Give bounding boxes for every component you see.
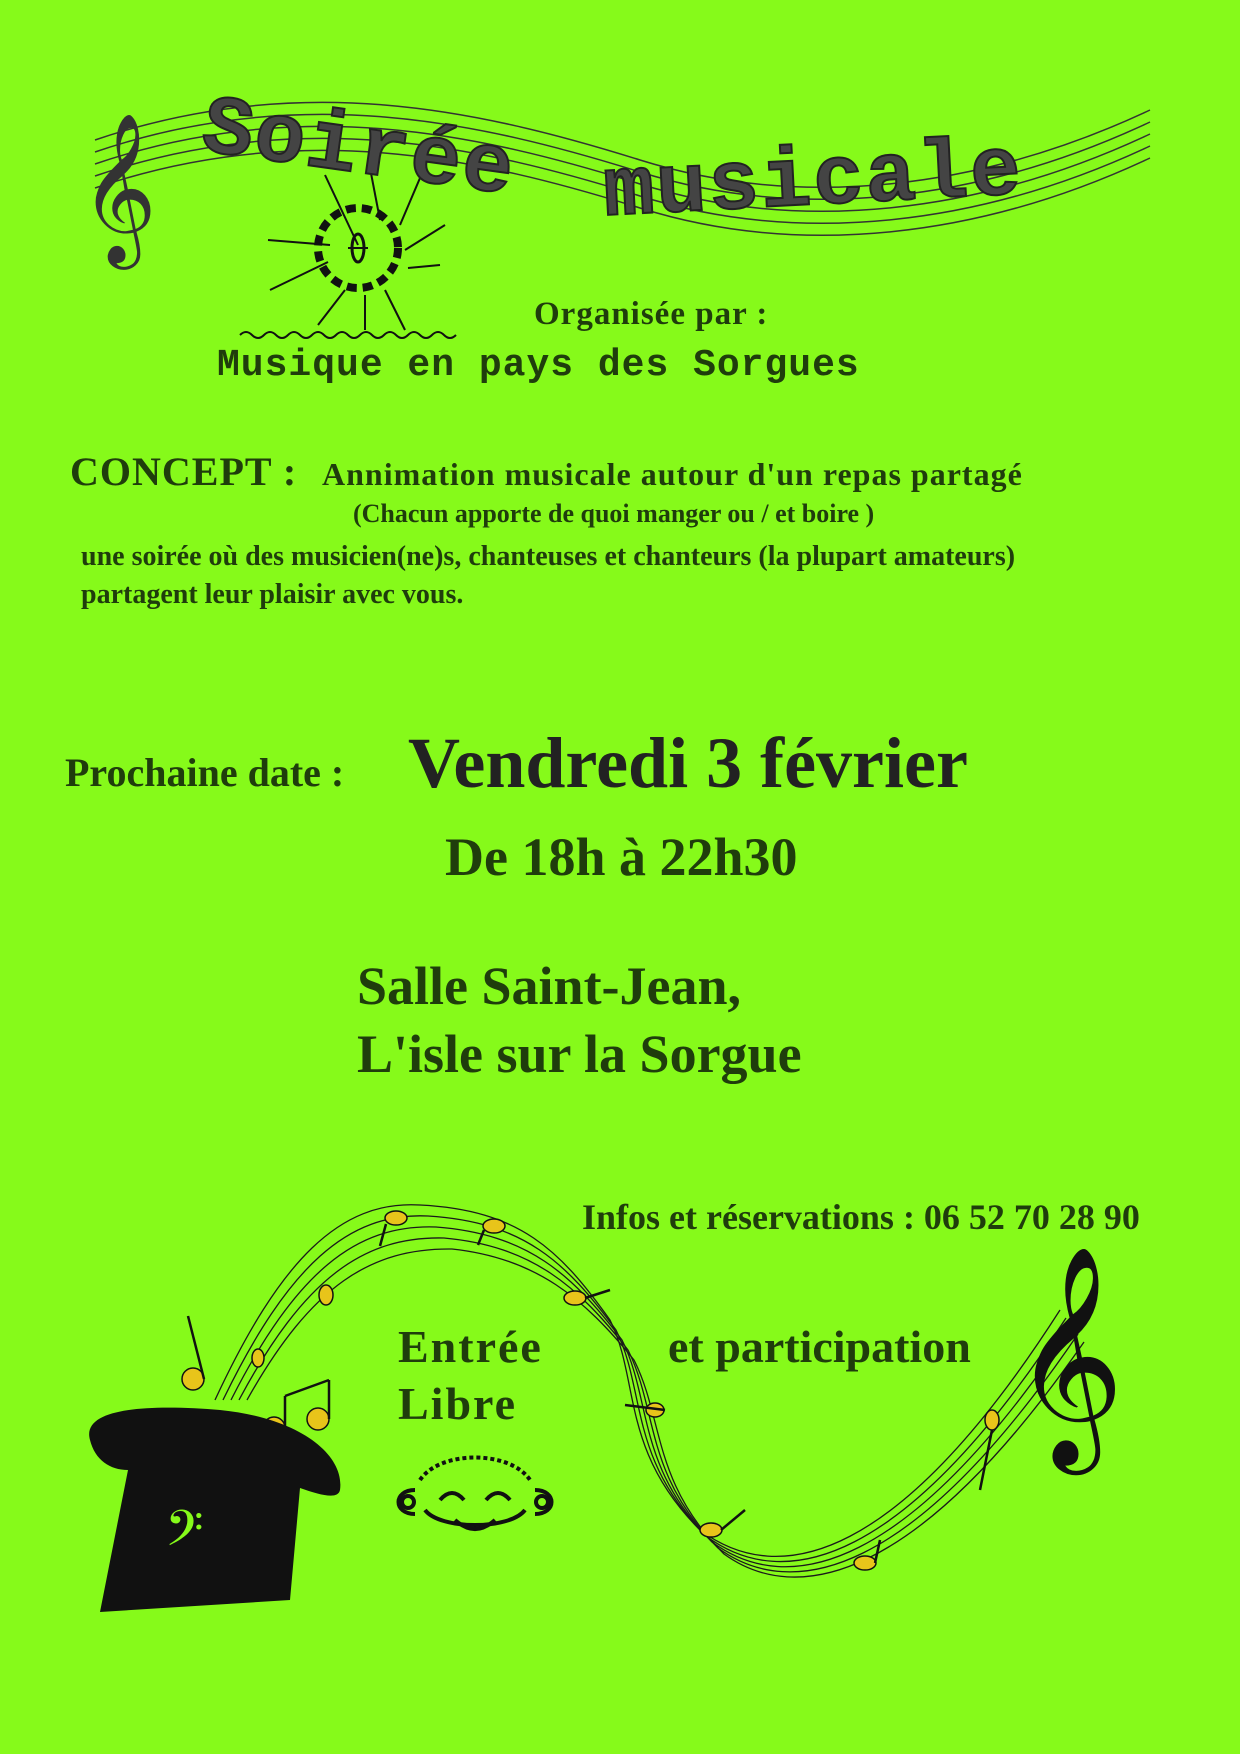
event-hours: De 18h à 22h30 xyxy=(445,827,798,887)
participation-text: et participation xyxy=(668,1321,971,1372)
description-line-2: partagent leur plaisir avec vous. xyxy=(81,579,464,610)
venue-line-1: Salle Saint-Jean, xyxy=(357,956,742,1016)
organizer-name: Musique en pays des Sorgues xyxy=(217,344,860,387)
concept-subtext: (Chacun apporte de quoi manger ou / et boire ) xyxy=(353,499,875,528)
description-line-1: une soirée où des musicien(ne)s, chanteuses et chanteurs (la plupart amateurs) xyxy=(81,541,1016,572)
organised-by-label: Organisée par : xyxy=(534,296,769,332)
venue-line-2: L'isle sur la Sorgue xyxy=(357,1024,802,1084)
concept-label: CONCEPT : xyxy=(70,449,298,494)
concept-text: Annimation musicale autour d'un repas partagé xyxy=(322,456,1023,492)
title-word-2: musicale xyxy=(601,124,1026,241)
entry-line-1: Entrée xyxy=(398,1321,543,1372)
title-word-1: Soirée xyxy=(196,81,521,220)
bass-clef-icon: 𝄢 xyxy=(165,1500,204,1570)
next-date-label: Prochaine date : xyxy=(65,750,345,795)
event-date: Vendredi 3 février xyxy=(408,723,968,803)
title-staff-clef-icon: 𝄞 xyxy=(80,111,157,263)
lower-treble-clef-icon: 𝄞 xyxy=(1012,1244,1125,1465)
entry-line-2: Libre xyxy=(398,1378,518,1429)
info-reservations: Infos et réservations : 06 52 70 28 90 xyxy=(582,1197,1140,1237)
